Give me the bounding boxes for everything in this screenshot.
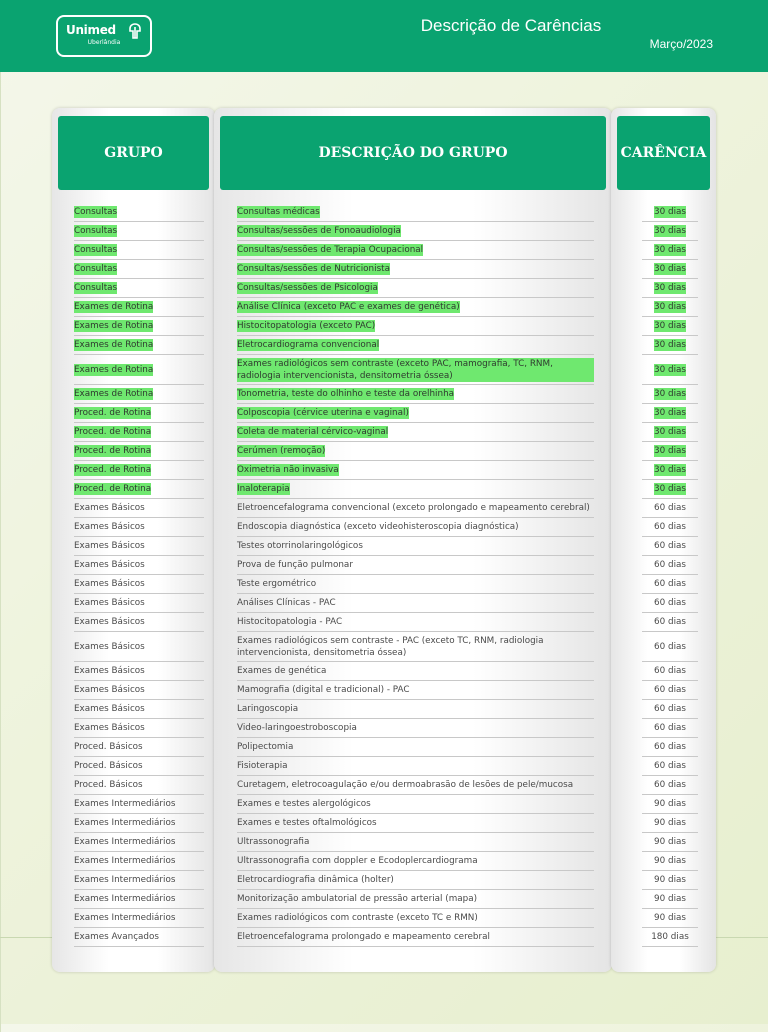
row-carencia-text: 30 dias: [654, 264, 686, 274]
row-grupo: [74, 518, 204, 537]
row-descricao: [237, 260, 594, 279]
row-grupo-text: Exames Básicos: [74, 641, 145, 652]
row-grupo: [74, 871, 204, 890]
row-carencia-text: 60 dias: [654, 560, 686, 570]
row-grupo: [74, 537, 204, 556]
table-row: [0, 814, 768, 833]
row-grupo-text: Exames Avançados: [74, 932, 159, 942]
row-descricao-text: Exames de genética: [237, 666, 327, 676]
row-carencia: [642, 632, 698, 662]
column-header-carencia: CARÊNCIA: [617, 116, 710, 190]
table-row: [0, 613, 768, 632]
row-descricao-text: Exames e testes oftalmológicos: [237, 818, 377, 828]
row-carencia-text: 30 dias: [654, 465, 686, 475]
table-row: [0, 222, 768, 241]
row-descricao: [237, 757, 594, 776]
row-descricao: [237, 461, 594, 480]
table-row: [0, 279, 768, 298]
table-row: [0, 594, 768, 613]
row-grupo: [74, 833, 204, 852]
table-row: [0, 423, 768, 442]
row-descricao: [237, 909, 594, 928]
table-row: [0, 241, 768, 260]
row-descricao-text: Ultrassonografia: [237, 837, 310, 847]
row-grupo-text: Proced. Básicos: [74, 742, 143, 752]
row-descricao: [237, 336, 594, 355]
row-grupo: [74, 594, 204, 613]
row-carencia-text: 30 dias: [654, 408, 686, 418]
row-descricao-text: Exames e testes alergológicos: [237, 799, 371, 809]
row-carencia: [642, 279, 698, 298]
row-descricao: [237, 814, 594, 833]
table-row: [0, 336, 768, 355]
row-grupo-text: Exames Básicos: [74, 522, 145, 532]
row-carencia: [642, 776, 698, 795]
row-carencia-text: 60 dias: [654, 579, 686, 589]
row-carencia-text: 60 dias: [654, 704, 686, 714]
row-carencia-text: 30 dias: [654, 226, 686, 236]
row-descricao-text: Eletroencefalograma convencional (exceto prolongado e mapeamento cerebral): [237, 503, 590, 513]
row-descricao: [237, 404, 594, 423]
row-carencia: [642, 241, 698, 260]
row-grupo-text: Exames Intermediários: [74, 837, 176, 847]
row-grupo: [74, 499, 204, 518]
row-grupo: [74, 719, 204, 738]
row-grupo-text: Exames Básicos: [74, 579, 145, 589]
row-descricao: [237, 833, 594, 852]
table-row: [0, 499, 768, 518]
row-carencia: [642, 355, 698, 385]
row-descricao: [237, 594, 594, 613]
row-carencia-text: 60 dias: [654, 617, 686, 627]
table-row: [0, 385, 768, 404]
row-descricao: [237, 203, 594, 222]
table-row: [0, 556, 768, 575]
row-descricao-text: Consultas médicas: [237, 207, 320, 217]
row-carencia-text: 30 dias: [654, 364, 686, 375]
row-descricao-text: Laringoscopia: [237, 704, 299, 714]
row-descricao-text: Ultrassonografia com doppler e Ecodoplercardiograma: [237, 856, 478, 866]
row-grupo-text: Exames de Rotina: [74, 364, 154, 375]
row-carencia: [642, 594, 698, 613]
row-grupo: [74, 776, 204, 795]
row-descricao: [237, 480, 594, 499]
row-carencia-text: 30 dias: [654, 484, 686, 494]
row-carencia-text: 60 dias: [654, 503, 686, 513]
column-header-grupo: GRUPO: [58, 116, 209, 190]
table-row: [0, 298, 768, 317]
table-row: [0, 738, 768, 757]
table-row: [0, 480, 768, 499]
row-grupo: [74, 852, 204, 871]
row-grupo-text: Consultas: [74, 207, 118, 217]
row-grupo-text: Proced. de Rotina: [74, 446, 152, 456]
row-carencia: [642, 480, 698, 499]
row-carencia-text: 30 dias: [654, 321, 686, 331]
row-grupo: [74, 814, 204, 833]
column-header-descricao: DESCRIÇÃO DO GRUPO: [220, 116, 606, 190]
row-carencia: [642, 909, 698, 928]
unimed-tree-icon: [127, 23, 143, 39]
row-grupo: [74, 279, 204, 298]
row-carencia: [642, 298, 698, 317]
row-carencia-text: 90 dias: [654, 837, 686, 847]
row-grupo: [74, 461, 204, 480]
row-carencia: [642, 260, 698, 279]
row-grupo-text: Exames de Rotina: [74, 321, 154, 331]
row-carencia-text: 30 dias: [654, 446, 686, 456]
table-row: [0, 355, 768, 385]
header-bar: [0, 0, 768, 72]
row-grupo-text: Proced. de Rotina: [74, 408, 152, 418]
row-descricao-text: Coleta de material cérvico-vaginal: [237, 427, 389, 437]
row-carencia: [642, 442, 698, 461]
table-row: [0, 909, 768, 928]
row-grupo-text: Exames Intermediários: [74, 856, 176, 866]
row-descricao-text: Tonometria, teste do olhinho e teste da orelhinha: [237, 389, 455, 399]
row-carencia: [642, 336, 698, 355]
table-row: [0, 700, 768, 719]
table-row: [0, 260, 768, 279]
row-grupo-text: Exames Básicos: [74, 598, 145, 608]
row-carencia-text: 60 dias: [654, 641, 686, 652]
row-carencia: [642, 757, 698, 776]
row-grupo-text: Consultas: [74, 264, 118, 274]
row-descricao-text: Video-laringoestroboscopia: [237, 723, 357, 733]
table-row: [0, 719, 768, 738]
row-grupo-text: Exames Básicos: [74, 723, 145, 733]
row-descricao-text: Exames radiológicos sem contraste (exceto PAC, mamografia, TC, RNM, radiologia intervencionista, densitometria óssea): [237, 358, 594, 382]
row-carencia: [642, 556, 698, 575]
table-row: [0, 461, 768, 480]
row-grupo: [74, 241, 204, 260]
row-grupo-text: Consultas: [74, 245, 118, 255]
row-descricao: [237, 681, 594, 700]
row-carencia: [642, 461, 698, 480]
row-descricao: [237, 355, 594, 385]
table-row: [0, 795, 768, 814]
row-carencia: [642, 317, 698, 336]
row-grupo-text: Exames Intermediários: [74, 799, 176, 809]
row-carencia: [642, 890, 698, 909]
table-row: [0, 871, 768, 890]
row-grupo-text: Exames Intermediários: [74, 875, 176, 885]
row-grupo-text: Proced. Básicos: [74, 761, 143, 771]
row-grupo-text: Consultas: [74, 226, 118, 236]
row-descricao-text: Colposcopia (cérvice uterina e vaginal): [237, 408, 409, 418]
row-carencia: [642, 833, 698, 852]
row-carencia-text: 180 dias: [651, 932, 689, 942]
row-carencia-text: 60 dias: [654, 723, 686, 733]
row-descricao: [237, 423, 594, 442]
row-descricao: [237, 279, 594, 298]
table-row: [0, 928, 768, 947]
row-carencia: [642, 613, 698, 632]
row-carencia-text: 90 dias: [654, 799, 686, 809]
row-descricao: [237, 575, 594, 594]
row-carencia: [642, 385, 698, 404]
row-grupo-text: Exames Intermediários: [74, 913, 176, 923]
row-carencia-text: 30 dias: [654, 427, 686, 437]
row-carencia: [642, 575, 698, 594]
row-carencia-text: 60 dias: [654, 522, 686, 532]
row-descricao-text: Consultas/sessões de Terapia Ocupacional: [237, 245, 424, 255]
row-grupo: [74, 298, 204, 317]
row-grupo: [74, 385, 204, 404]
row-descricao-text: Cerúmen (remoção): [237, 446, 326, 456]
row-descricao-text: Polipectomia: [237, 742, 294, 752]
row-descricao: [237, 700, 594, 719]
row-grupo: [74, 757, 204, 776]
row-grupo-text: Exames Básicos: [74, 617, 145, 627]
row-descricao: [237, 776, 594, 795]
row-carencia-text: 60 dias: [654, 780, 686, 790]
row-descricao-text: Mamografia (digital e tradicional) - PAC: [237, 685, 410, 695]
row-descricao: [237, 719, 594, 738]
row-carencia: [642, 423, 698, 442]
row-descricao: [237, 298, 594, 317]
row-grupo-text: Consultas: [74, 283, 118, 293]
row-grupo-text: Exames de Rotina: [74, 389, 154, 399]
row-carencia-text: 60 dias: [654, 598, 686, 608]
table-row: [0, 442, 768, 461]
logo-wordmark: Unimed: [66, 23, 116, 37]
row-descricao-text: Teste ergométrico: [237, 579, 317, 589]
row-carencia-text: 30 dias: [654, 207, 686, 217]
row-descricao: [237, 890, 594, 909]
row-carencia-text: 60 dias: [654, 541, 686, 551]
row-grupo-text: Exames de Rotina: [74, 302, 154, 312]
row-carencia: [642, 795, 698, 814]
row-grupo-text: Exames Intermediários: [74, 894, 176, 904]
row-descricao: [237, 241, 594, 260]
row-grupo: [74, 738, 204, 757]
row-carencia: [642, 662, 698, 681]
row-grupo: [74, 909, 204, 928]
row-grupo: [74, 336, 204, 355]
row-descricao-text: Testes otorrinolaringológicos: [237, 541, 363, 551]
row-carencia-text: 30 dias: [654, 340, 686, 350]
row-grupo: [74, 662, 204, 681]
row-descricao-text: Eletrocardiograma convencional: [237, 340, 380, 350]
row-descricao: [237, 442, 594, 461]
row-grupo-text: Proced. Básicos: [74, 780, 143, 790]
row-descricao: [237, 385, 594, 404]
row-grupo: [74, 442, 204, 461]
row-descricao-text: Consultas/sessões de Psicologia: [237, 283, 378, 293]
row-grupo: [74, 681, 204, 700]
row-grupo-text: Exames de Rotina: [74, 340, 154, 350]
row-grupo: [74, 260, 204, 279]
row-descricao-text: Consultas/sessões de Nutricionista: [237, 264, 390, 274]
row-grupo: [74, 480, 204, 499]
row-descricao-text: Exames radiológicos com contraste (exceto TC e RMN): [237, 913, 478, 923]
row-carencia: [642, 537, 698, 556]
row-carencia: [642, 928, 698, 947]
row-descricao-text: Monitorização ambulatorial de pressão arterial (mapa): [237, 894, 478, 904]
table-row: [0, 776, 768, 795]
row-carencia-text: 30 dias: [654, 389, 686, 399]
row-descricao-text: Análises Clínicas - PAC: [237, 598, 336, 608]
row-grupo: [74, 203, 204, 222]
row-carencia-text: 30 dias: [654, 302, 686, 312]
table-row: [0, 662, 768, 681]
row-grupo-text: Exames Básicos: [74, 685, 145, 695]
row-descricao-text: Histocitopatologia - PAC: [237, 617, 343, 627]
row-grupo-text: Exames Básicos: [74, 503, 145, 513]
row-descricao: [237, 632, 594, 662]
table-row: [0, 681, 768, 700]
table-row: [0, 890, 768, 909]
table-row: [0, 518, 768, 537]
row-carencia-text: 90 dias: [654, 818, 686, 828]
row-grupo: [74, 355, 204, 385]
row-carencia: [642, 852, 698, 871]
row-grupo-text: Exames Básicos: [74, 704, 145, 714]
row-carencia: [642, 700, 698, 719]
row-descricao-text: Consultas/sessões de Fonoaudiologia: [237, 226, 401, 236]
row-grupo-text: Proced. de Rotina: [74, 465, 152, 475]
row-carencia-text: 90 dias: [654, 875, 686, 885]
table-row: [0, 575, 768, 594]
row-carencia: [642, 719, 698, 738]
row-carencia: [642, 814, 698, 833]
row-grupo-text: Exames Intermediários: [74, 818, 176, 828]
row-grupo: [74, 700, 204, 719]
row-grupo: [74, 556, 204, 575]
row-carencia: [642, 222, 698, 241]
row-descricao-text: Exames radiológicos sem contraste - PAC (exceto TC, RNM, radiologia intervencionista, densitometria óssea): [237, 635, 544, 658]
table-row: [0, 404, 768, 423]
row-descricao-text: Oximetria não invasiva: [237, 465, 339, 475]
row-grupo: [74, 423, 204, 442]
row-descricao-text: Prova de função pulmonar: [237, 560, 353, 570]
row-carencia: [642, 518, 698, 537]
row-carencia-text: 30 dias: [654, 245, 686, 255]
row-grupo: [74, 795, 204, 814]
row-descricao: [237, 871, 594, 890]
row-descricao: [237, 613, 594, 632]
row-descricao: [237, 222, 594, 241]
row-descricao: [237, 518, 594, 537]
table-row: [0, 317, 768, 336]
table-row: [0, 632, 768, 662]
row-descricao-text: Eletroencefalograma prolongado e mapeamento cerebral: [237, 932, 490, 942]
row-grupo: [74, 317, 204, 336]
row-carencia: [642, 203, 698, 222]
row-descricao: [237, 662, 594, 681]
row-descricao-text: Endoscopia diagnóstica (exceto videohisteroscopia diagnóstica): [237, 522, 519, 532]
row-grupo-text: Proced. de Rotina: [74, 484, 152, 494]
row-descricao: [237, 556, 594, 575]
row-descricao-text: Fisioterapia: [237, 761, 288, 771]
row-descricao: [237, 499, 594, 518]
row-grupo-text: Exames Básicos: [74, 666, 145, 676]
row-carencia-text: 90 dias: [654, 913, 686, 923]
row-grupo-text: Proced. de Rotina: [74, 427, 152, 437]
row-grupo: [74, 632, 204, 662]
row-descricao-text: Histocitopatologia (exceto PAC): [237, 321, 376, 331]
table-row: [0, 537, 768, 556]
row-carencia: [642, 499, 698, 518]
table-row: [0, 203, 768, 222]
row-carencia-text: 90 dias: [654, 856, 686, 866]
row-carencia-text: 90 dias: [654, 894, 686, 904]
row-descricao: [237, 928, 594, 947]
row-carencia: [642, 871, 698, 890]
document-date: Março/2023: [649, 37, 713, 51]
row-carencia-text: 60 dias: [654, 685, 686, 695]
row-carencia: [642, 681, 698, 700]
row-descricao: [237, 317, 594, 336]
row-descricao-text: Inaloterapia: [237, 484, 290, 494]
row-grupo: [74, 890, 204, 909]
row-descricao: [237, 795, 594, 814]
row-grupo-text: Exames Básicos: [74, 541, 145, 551]
unimed-logo: [56, 15, 152, 57]
row-descricao-text: Curetagem, eletrocoagulação e/ou dermoabrasão de lesões de pele/mucosa: [237, 780, 574, 790]
row-descricao-text: Eletrocardiografia dinâmica (holter): [237, 875, 394, 885]
table-row: [0, 757, 768, 776]
row-carencia-text: 60 dias: [654, 761, 686, 771]
row-grupo: [74, 404, 204, 423]
table-row: [0, 852, 768, 871]
row-carencia-text: 30 dias: [654, 283, 686, 293]
row-grupo: [74, 928, 204, 947]
row-grupo-text: Exames Básicos: [74, 560, 145, 570]
row-carencia: [642, 404, 698, 423]
row-grupo: [74, 613, 204, 632]
row-descricao: [237, 537, 594, 556]
row-carencia-text: 60 dias: [654, 742, 686, 752]
row-carencia: [642, 738, 698, 757]
row-grupo: [74, 222, 204, 241]
logo-subtext: Uberlândia: [87, 39, 121, 46]
row-descricao: [237, 852, 594, 871]
row-descricao: [237, 738, 594, 757]
row-descricao-text: Análise Clínica (exceto PAC e exames de genética): [237, 302, 460, 312]
row-carencia-text: 60 dias: [654, 666, 686, 676]
table-row: [0, 833, 768, 852]
row-grupo: [74, 575, 204, 594]
document-title: Descrição de Carências: [420, 16, 602, 35]
